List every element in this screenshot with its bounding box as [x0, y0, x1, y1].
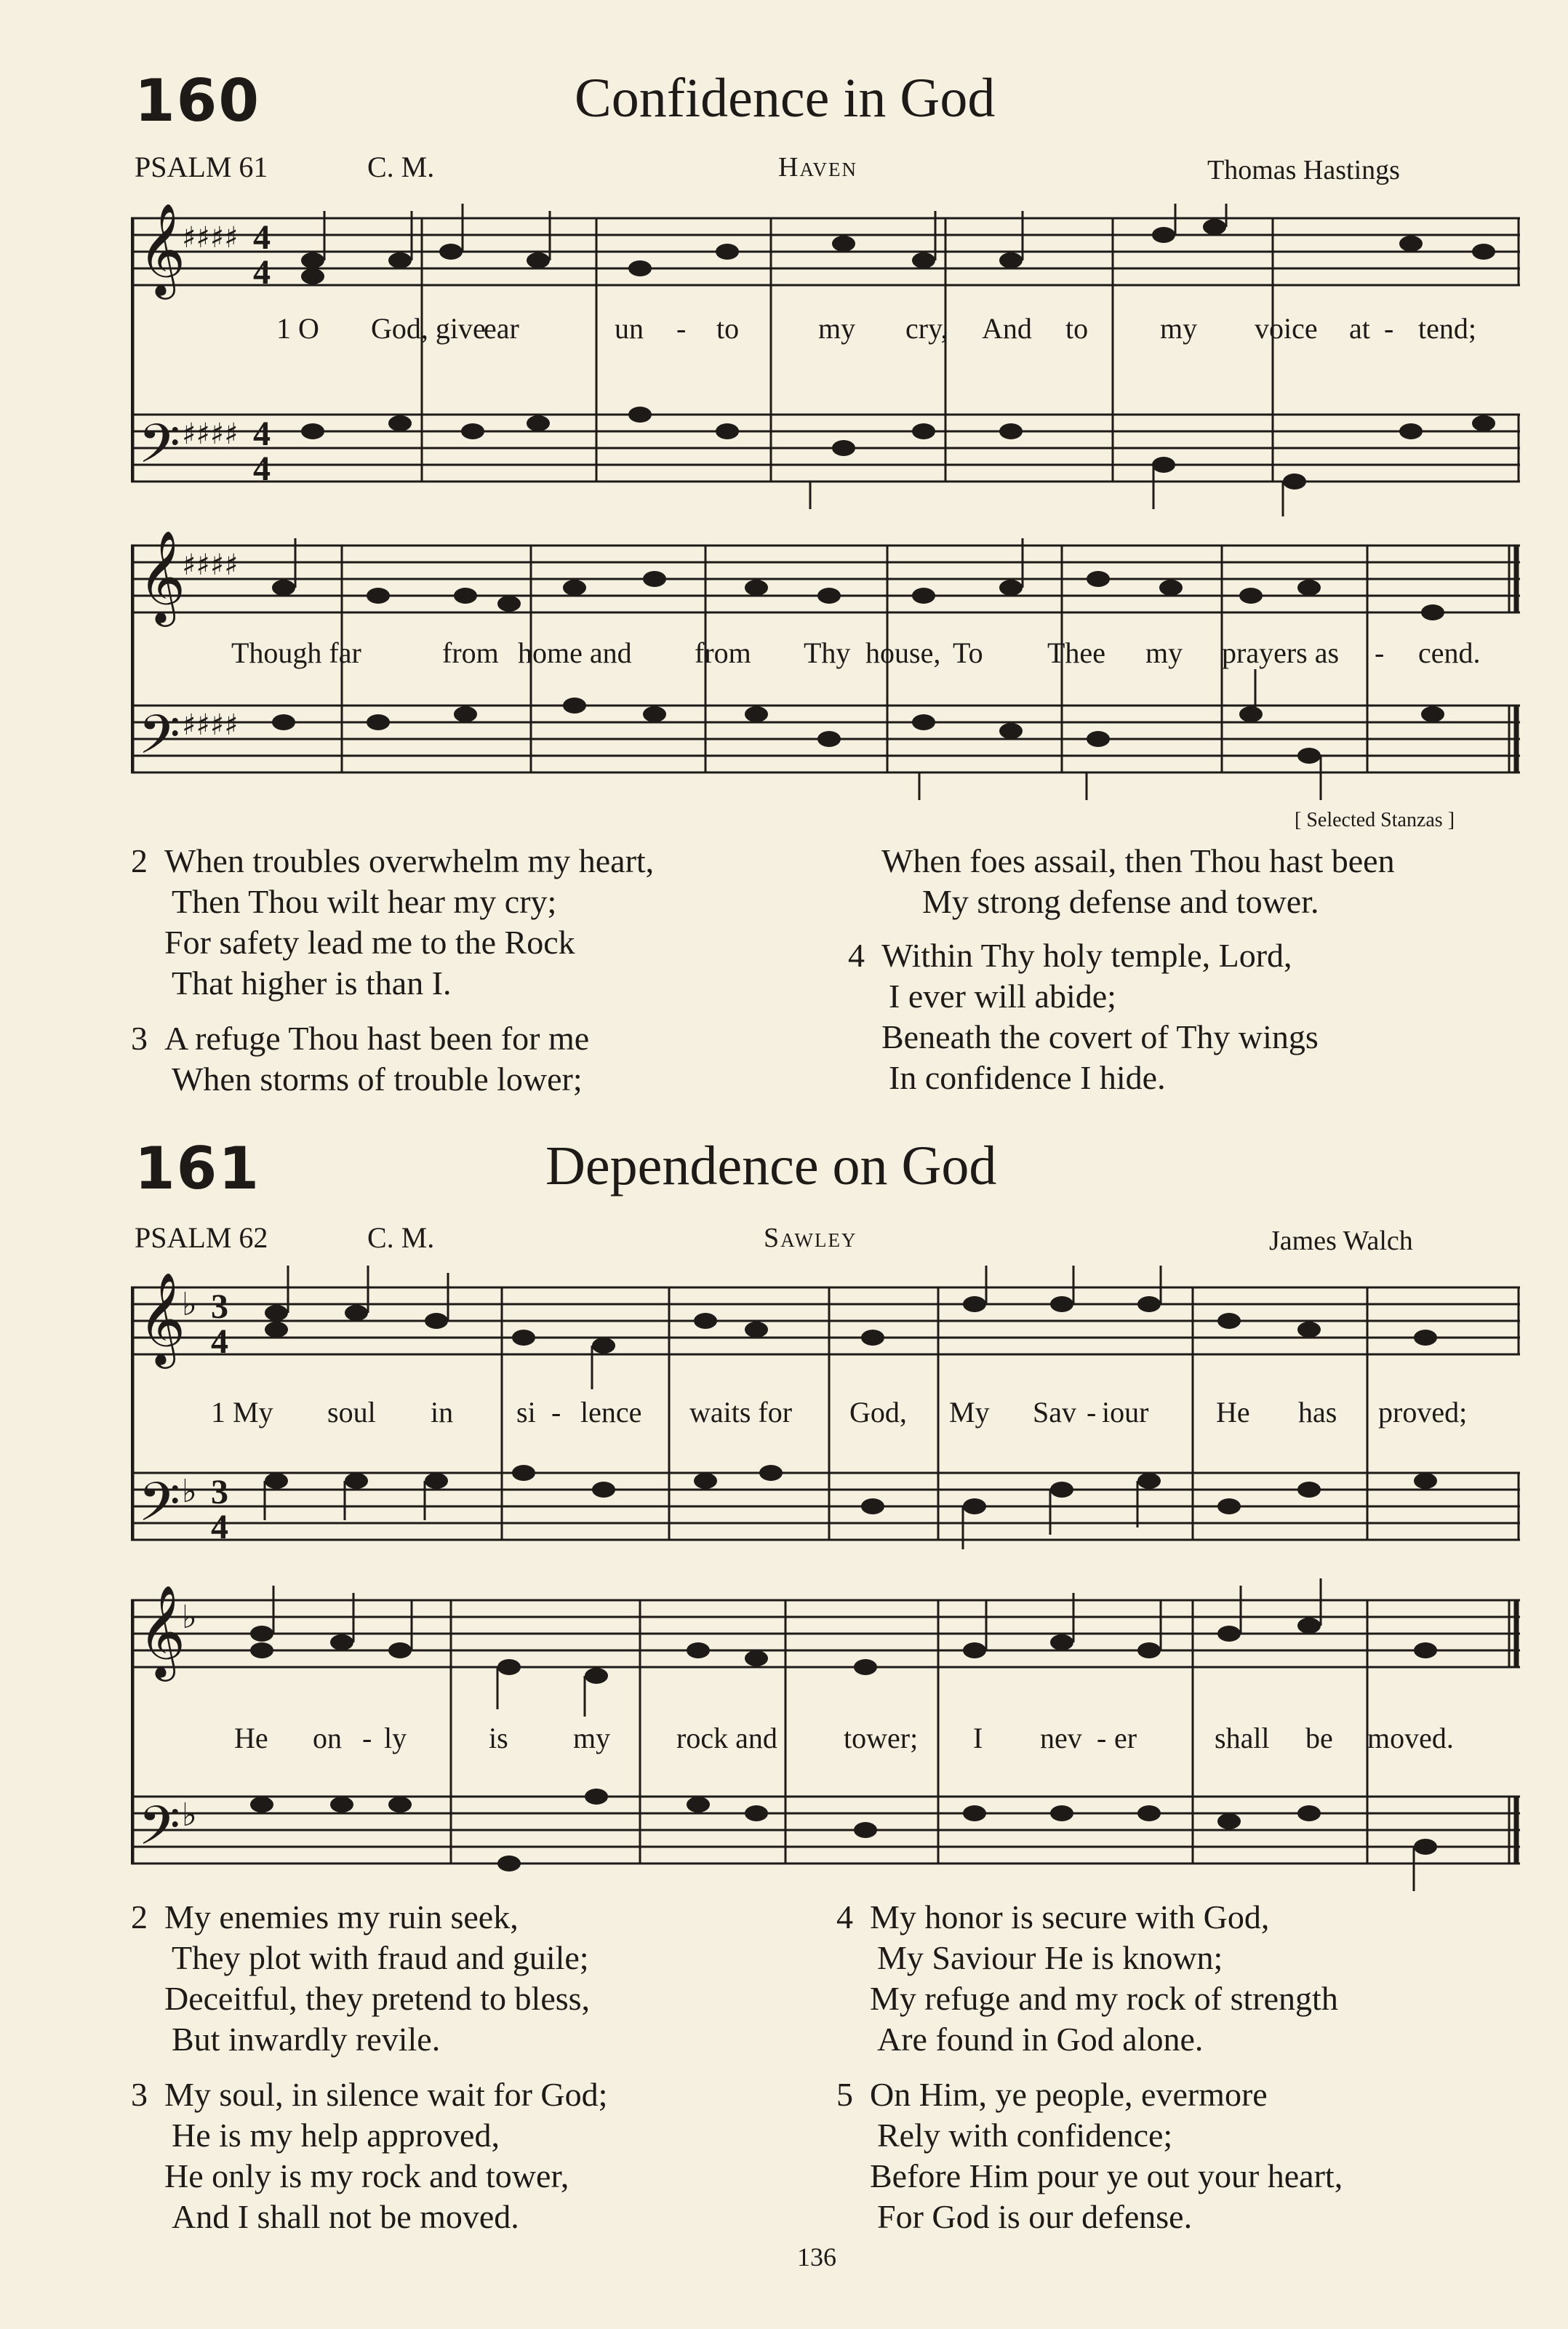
svg-text:𝄢: 𝄢 — [138, 703, 180, 780]
stanza-line: They plot with fraud and guile; — [172, 1939, 589, 1976]
svg-text:♭: ♭ — [182, 1286, 197, 1323]
hymn-161-stanza-3 — [131, 2074, 607, 2237]
hymn-161-lyric-2-d: ly — [384, 1722, 407, 1754]
stanza-line: On Him, ye people, evermore — [870, 2076, 1268, 2113]
hymn-160-lyric-1-g: my — [818, 312, 856, 345]
stanza-line: I ever will abide; — [889, 978, 1116, 1015]
stanza-line: For God is our defense. — [877, 2198, 1193, 2235]
selected-stanzas-note: [ Selected Stanzas ] — [1295, 809, 1455, 831]
hymn-160-lyric-1-n: - — [1384, 312, 1394, 345]
hymn-161-tune: Sawley — [764, 1223, 857, 1253]
hymn-160-title: Confidence in God — [575, 68, 996, 129]
hymn-160-lyric-2-l: cend. — [1418, 636, 1481, 669]
stanza-line: For safety lead me to the Rock — [164, 924, 575, 961]
svg-text:4: 4 — [253, 450, 271, 488]
hymn-161-stanza-5 — [836, 2074, 1343, 2237]
stanza-line: My enemies my ruin seek, — [164, 1898, 519, 1935]
svg-text:𝄞: 𝄞 — [138, 204, 186, 295]
hymn-160-lyric-1-k: my — [1160, 312, 1198, 345]
hymn-160-lyric-2-k: - — [1375, 636, 1385, 669]
svg-text:♭: ♭ — [182, 1599, 197, 1636]
hymn-161-stanza-4 — [836, 1897, 1338, 2060]
hymn-161-lyric-2-f: my — [573, 1722, 611, 1754]
svg-text:𝄢: 𝄢 — [138, 412, 180, 489]
hymn-160-lyric-1-b: God, give — [371, 312, 486, 345]
svg-text:4: 4 — [253, 218, 271, 257]
stanza-line: Within Thy holy temple, Lord, — [881, 937, 1292, 974]
hymn-161-lyric-2-l: er — [1114, 1722, 1137, 1754]
hymn-161-lyric-1-m: He — [1216, 1396, 1250, 1429]
stanza-line: In confidence I hide. — [889, 1059, 1166, 1096]
stanza-number: 2 — [131, 1898, 148, 1935]
hymn-160-lyric-2-d: from — [695, 636, 751, 669]
svg-text:𝄢: 𝄢 — [138, 1471, 180, 1547]
hymn-161-lyric-2-o: moved. — [1367, 1722, 1454, 1754]
hymn-160-lyric-1-h: cry, — [905, 312, 948, 345]
hymn-161-lyric-1-n: has — [1298, 1396, 1337, 1429]
svg-text:𝄢: 𝄢 — [138, 1794, 180, 1871]
hymn-160-lyric-1-f: to — [716, 312, 740, 345]
stanza-line: Beneath the covert of Thy wings — [881, 1018, 1319, 1055]
hymn-161-lyric-1-b: soul — [327, 1396, 376, 1429]
hymn-160-meter: C. M. — [367, 151, 435, 183]
hymn-160-lyric-1-a: 1 O — [276, 312, 319, 345]
stanza-line: He only is my rock and tower, — [164, 2157, 569, 2194]
svg-text:3: 3 — [211, 1473, 228, 1511]
hymn-161-lyric-1-j: Sav — [1033, 1396, 1076, 1429]
hymn-161-lyric-2-e: is — [489, 1722, 508, 1754]
hymn-160-lyric-1-l: voice — [1255, 312, 1318, 345]
stanza-number: 3 — [131, 1020, 148, 1057]
stanza-number: 3 — [131, 2076, 148, 2113]
svg-text:3: 3 — [211, 1287, 228, 1326]
stanza-line: When foes assail, then Thou hast been — [881, 842, 1395, 879]
hymn-161-lyric-1-e: - — [551, 1396, 561, 1429]
hymn-161-lyric-1-c: in — [431, 1396, 454, 1429]
hymn-160-lyric-1-i: And — [982, 312, 1032, 345]
svg-text:4: 4 — [211, 1508, 228, 1546]
hymn-161-lyric-1-l: iour — [1102, 1396, 1149, 1429]
stanza-number: 4 — [836, 1898, 853, 1935]
hymn-160-lyric-1-c: ear — [484, 312, 519, 345]
stanza-line: When troubles overwhelm my heart, — [164, 842, 655, 879]
hymn-160-lyric-2-c: home and — [518, 636, 632, 669]
hymn-161-lyric-2-h: tower; — [844, 1722, 919, 1754]
hymn-160-tune: Haven — [778, 152, 857, 183]
svg-text:𝄞: 𝄞 — [138, 530, 186, 623]
stanza-line: He is my help approved, — [172, 2117, 500, 2154]
hymn-160-lyric-2-j: prayers as — [1222, 636, 1340, 669]
svg-text:𝄞: 𝄞 — [138, 1584, 186, 1677]
hymn-161-lyric-2-n: be — [1305, 1722, 1333, 1754]
hymn-160-lyric-2-g: To — [953, 636, 983, 669]
stanza-line: When storms of trouble lower; — [172, 1060, 583, 1098]
stanza-line: Rely with confidence; — [877, 2117, 1173, 2154]
hymn-161-lyric-2-b: on — [313, 1722, 342, 1754]
hymn-161-lyric-1-a: 1 My — [211, 1396, 273, 1429]
stanza-line: My Saviour He is known; — [877, 1939, 1223, 1976]
stanza-line: Then Thou wilt hear my cry; — [172, 883, 557, 920]
svg-text:♭: ♭ — [182, 1797, 197, 1834]
hymn-161-lyric-1-k: - — [1087, 1396, 1097, 1429]
hymn-161-psalm: PSALM 62 — [135, 1221, 268, 1254]
hymn-161-lyric-2-k: - — [1097, 1722, 1107, 1754]
hymn-161-lyric-2-c: - — [362, 1722, 372, 1754]
hymn-160-lyric-1-e: - — [676, 312, 687, 345]
hymn-161-lyric-1-g: waits for — [689, 1396, 793, 1429]
hymn-160-psalm: PSALM 61 — [135, 151, 268, 183]
hymn-160-lyric-2-h: Thee — [1047, 636, 1105, 669]
stanza-line: Before Him pour ye out your heart, — [870, 2157, 1343, 2194]
hymn-160-stanza-3-cont — [848, 841, 1395, 922]
stanza-line: A refuge Thou hast been for me — [164, 1020, 590, 1057]
hymn-161-composer: James Walch — [1269, 1226, 1413, 1256]
stanza-line: My honor is secure with God, — [870, 1898, 1270, 1935]
hymn-160-lyric-1-j: to — [1065, 312, 1089, 345]
hymn-161-meter: C. M. — [367, 1221, 435, 1254]
svg-text:♯♯♯♯: ♯♯♯♯ — [182, 221, 239, 255]
hymn-161-lyric-1-f: lence — [580, 1396, 642, 1429]
svg-text:♯♯♯♯: ♯♯♯♯ — [182, 708, 239, 742]
svg-text:♯♯♯♯: ♯♯♯♯ — [182, 548, 239, 582]
stanza-line: My refuge and my rock of strength — [870, 1980, 1338, 2017]
hymn-161-lyric-1-i: My — [949, 1396, 990, 1429]
hymn-161-lyric-2-m: shall — [1215, 1722, 1270, 1754]
svg-text:𝄞: 𝄞 — [138, 1271, 186, 1365]
page-number: 136 — [797, 2242, 836, 2272]
hymn-160-composer: Thomas Hastings — [1207, 155, 1400, 185]
svg-text:♭: ♭ — [182, 1473, 197, 1510]
svg-text:4: 4 — [253, 253, 271, 292]
hymn-160-stanza-2 — [131, 841, 654, 1004]
hymn-161-lyric-2-i: I — [973, 1722, 983, 1754]
hymn-161-lyric-2-g: rock and — [676, 1722, 777, 1754]
stanza-line: And I shall not be moved. — [172, 2198, 519, 2235]
svg-text:4: 4 — [253, 415, 271, 453]
hymn-160-lyric-2-i: my — [1145, 636, 1183, 669]
svg-text:♯♯♯♯: ♯♯♯♯ — [182, 418, 239, 451]
stanza-line: Deceitful, they pretend to bless, — [164, 1980, 591, 2017]
hymn-161-number: 161 — [135, 1135, 260, 1202]
hymn-160-lyric-2-e: Thy — [804, 636, 851, 669]
hymn-160-lyric-2-f: house, — [865, 636, 941, 669]
hymn-161-stanza-2 — [131, 1897, 590, 2060]
stanza-line: My soul, in silence wait for God; — [164, 2076, 608, 2113]
hymn-160-lyric-2-b: from — [442, 636, 499, 669]
hymn-160-stanza-4 — [848, 935, 1319, 1098]
hymn-160-number: 160 — [135, 67, 260, 135]
stanza-number: 5 — [836, 2076, 853, 2113]
hymn-160-system-1 — [131, 204, 1520, 524]
stanza-line: Are found in God alone. — [877, 2021, 1204, 2058]
hymn-160-stanza-3 — [131, 1018, 589, 1100]
stanza-number: 2 — [131, 842, 148, 879]
hymn-161-title: Dependence on God — [545, 1135, 997, 1197]
svg-text:4: 4 — [211, 1322, 228, 1361]
hymn-161-lyric-1-o: proved; — [1378, 1396, 1468, 1429]
hymn-161-lyric-1-d: si — [516, 1396, 536, 1429]
hymn-160-lyric-1-d: un — [615, 312, 644, 345]
stanza-line: My strong defense and tower. — [922, 883, 1319, 920]
hymn-160-lyric-1-o: tend; — [1418, 312, 1476, 345]
stanza-line: That higher is than I. — [172, 964, 452, 1002]
stanza-line: But inwardly revile. — [172, 2021, 441, 2058]
hymn-160-lyric-1-m: at — [1349, 312, 1370, 345]
hymn-161-lyric-1-h: God, — [849, 1396, 907, 1429]
hymn-160-lyric-2-a: Though far — [231, 636, 361, 669]
stanza-number: 4 — [848, 937, 865, 974]
hymn-161-lyric-2-j: nev — [1040, 1722, 1082, 1754]
hymn-161-lyric-2-a: He — [234, 1722, 268, 1754]
